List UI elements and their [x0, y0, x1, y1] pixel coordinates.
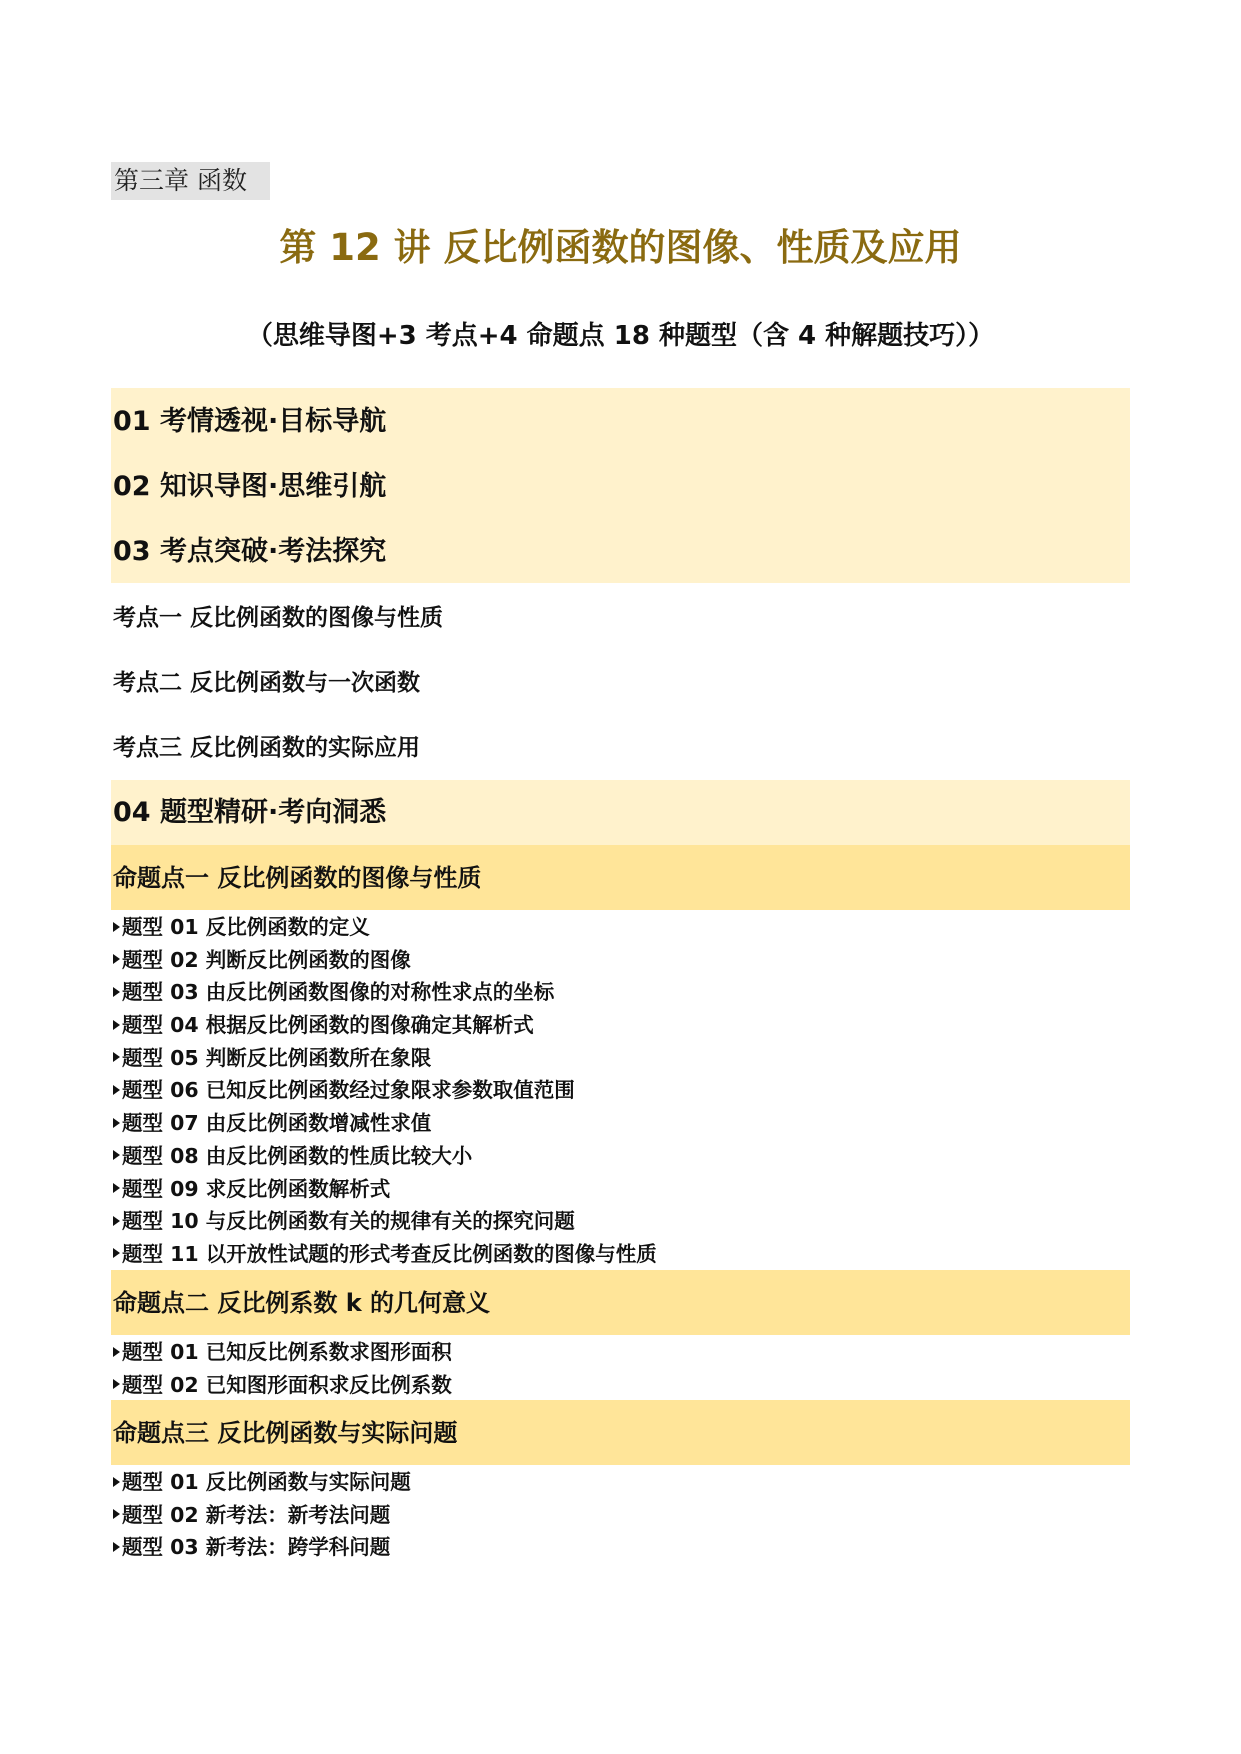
list-item[interactable]: 题型 08 由反比例函数的性质比较大小	[113, 1140, 657, 1173]
triangle-bullet-icon	[113, 1379, 120, 1389]
list-item[interactable]: 题型 03 新考法：跨学科问题	[113, 1531, 411, 1564]
lecture-subtitle: （思维导图+3 考点+4 命题点 18 种题型（含 4 种解题技巧））	[246, 321, 995, 351]
prop-title-3[interactable]: 命题点三 反比例函数与实际问题	[113, 1419, 458, 1447]
lecture-title: 第 12 讲 反比例函数的图像、性质及应用	[279, 226, 962, 269]
prop-3-list	[113, 1466, 411, 1564]
list-item[interactable]: 题型 10 与反比例函数有关的规律有关的探究问题	[113, 1205, 657, 1238]
list-item[interactable]: 题型 01 反比例函数的定义	[113, 911, 657, 944]
toc-kaodian-3[interactable]: 考点三 反比例函数的实际应用	[113, 735, 421, 761]
prop-title-1[interactable]: 命题点一 反比例函数的图像与性质	[113, 864, 482, 892]
toc-section-02[interactable]: 02 知识导图·思维引航	[113, 471, 387, 502]
list-item[interactable]: 题型 09 求反比例函数解析式	[113, 1173, 657, 1206]
toc-kaodian-2[interactable]: 考点二 反比例函数与一次函数	[113, 670, 421, 696]
triangle-bullet-icon	[113, 987, 120, 997]
list-item[interactable]: 题型 01 反比例函数与实际问题	[113, 1466, 411, 1499]
toc-section-01[interactable]: 01 考情透视·目标导航	[113, 406, 387, 437]
list-item[interactable]: 题型 05 判断反比例函数所在象限	[113, 1042, 657, 1075]
list-item[interactable]: 题型 01 已知反比例系数求图形面积	[113, 1336, 452, 1369]
list-item[interactable]: 题型 02 新考法：新考法问题	[113, 1499, 411, 1532]
triangle-bullet-icon	[113, 1150, 120, 1160]
list-item[interactable]: 题型 02 已知图形面积求反比例系数	[113, 1369, 452, 1402]
list-item[interactable]: 题型 11 以开放性试题的形式考查反比例函数的图像与性质	[113, 1238, 657, 1271]
triangle-bullet-icon	[113, 922, 120, 932]
list-item[interactable]: 题型 02 判断反比例函数的图像	[113, 944, 657, 977]
triangle-bullet-icon	[113, 1118, 120, 1128]
list-item[interactable]: 题型 03 由反比例函数图像的对称性求点的坐标	[113, 976, 657, 1009]
triangle-bullet-icon	[113, 954, 120, 964]
triangle-bullet-icon	[113, 1248, 120, 1258]
triangle-bullet-icon	[113, 1183, 120, 1193]
triangle-bullet-icon	[113, 1509, 120, 1519]
triangle-bullet-icon	[113, 1347, 120, 1357]
list-item[interactable]: 题型 04 根据反比例函数的图像确定其解析式	[113, 1009, 657, 1042]
toc-section-04[interactable]: 04 题型精研·考向洞悉	[113, 797, 387, 828]
triangle-bullet-icon	[113, 1085, 120, 1095]
triangle-bullet-icon	[113, 1477, 120, 1487]
prop-2-list	[113, 1336, 452, 1401]
prop-title-2[interactable]: 命题点二 反比例系数 k 的几何意义	[113, 1289, 491, 1317]
triangle-bullet-icon	[113, 1052, 120, 1062]
chapter-label: 第三章 函数	[111, 162, 270, 200]
toc-kaodian-1[interactable]: 考点一 反比例函数的图像与性质	[113, 605, 444, 631]
triangle-bullet-icon	[113, 1020, 120, 1030]
prop-1-list	[113, 911, 657, 1271]
list-item[interactable]: 题型 07 由反比例函数增减性求值	[113, 1107, 657, 1140]
toc-section-03[interactable]: 03 考点突破·考法探究	[113, 536, 387, 567]
triangle-bullet-icon	[113, 1216, 120, 1226]
triangle-bullet-icon	[113, 1542, 120, 1552]
list-item[interactable]: 题型 06 已知反比例函数经过象限求参数取值范围	[113, 1074, 657, 1107]
